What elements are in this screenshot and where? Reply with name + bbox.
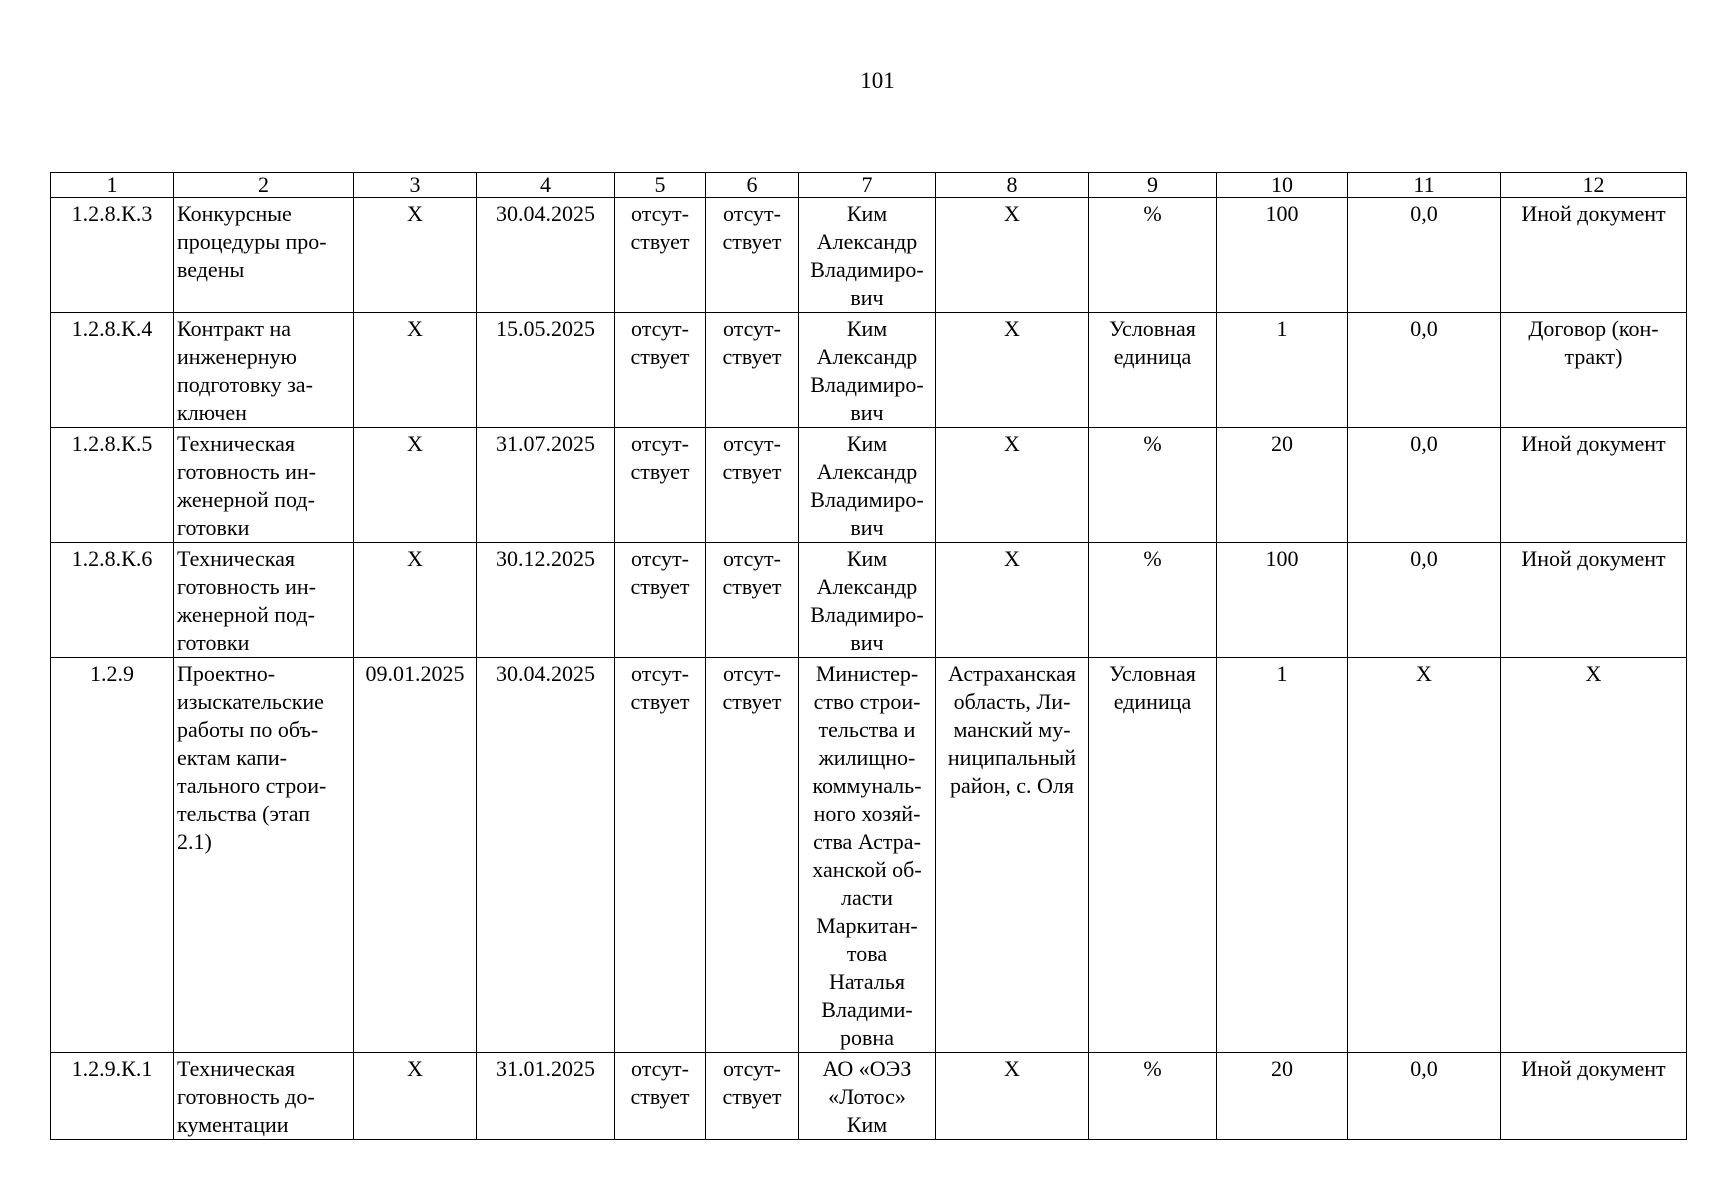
row-end-date-text: 30.04.2025 (496, 661, 595, 686)
row-col5 (615, 1053, 706, 1140)
row-number (51, 658, 174, 1053)
row-end-date (477, 198, 615, 313)
row-value-text: 1 (1276, 316, 1288, 341)
row-amount-text: 0,0 (1410, 431, 1438, 456)
row-unit-text: % (1143, 201, 1162, 226)
row-document-text: Иной документ (1521, 1056, 1666, 1081)
row-amount (1348, 428, 1501, 543)
row-value-text: 1 (1276, 661, 1288, 686)
row-document-text: X (1585, 661, 1602, 686)
row-document (1501, 1053, 1687, 1140)
row-number-text: 1.2.9.К.1 (71, 1056, 153, 1081)
row-name-text: Техническая готовность до- кументации (177, 1056, 315, 1137)
row-amount-text: X (1416, 661, 1432, 686)
row-start-date-text: X (407, 316, 423, 341)
row-value (1217, 543, 1348, 658)
row-end-date-text: 31.01.2025 (496, 1056, 595, 1081)
column-header: 10 (1217, 173, 1348, 198)
row-location (936, 428, 1089, 543)
row-responsible-text: АО «ОЭЗ «Лотос» Ким (822, 1056, 912, 1137)
row-start-date-text: X (407, 546, 423, 571)
column-header: 3 (354, 173, 477, 198)
table-row (51, 658, 1687, 1053)
row-number-text: 1.2.8.К.5 (71, 431, 153, 456)
column-header: 7 (799, 173, 936, 198)
row-col5 (615, 428, 706, 543)
row-col6-text: отсут- ствует (722, 316, 782, 369)
column-header: 1 (51, 173, 174, 198)
row-unit (1089, 1053, 1217, 1140)
row-value-text: 100 (1265, 201, 1299, 226)
row-value-text: 20 (1271, 431, 1293, 456)
row-responsible-text: Ким Александр Владимиро- вич (810, 201, 924, 310)
row-name-text: Техническая готовность ин- женерной под- готовки (177, 546, 317, 655)
row-number-text: 1.2.8.К.4 (71, 316, 153, 341)
row-location-text: X (1004, 316, 1020, 341)
row-location-text: X (1004, 546, 1020, 571)
page-number: 101 (860, 68, 895, 93)
row-start-date-text: 09.01.2025 (365, 661, 465, 686)
table-row (51, 1053, 1687, 1140)
row-amount (1348, 658, 1501, 1053)
column-header: 11 (1348, 173, 1501, 198)
row-location (936, 1053, 1089, 1140)
row-unit-text: Условная единица (1109, 316, 1196, 369)
row-location (936, 313, 1089, 428)
row-end-date-text: 15.05.2025 (496, 316, 595, 341)
row-number (51, 313, 174, 428)
row-location-text: X (1004, 201, 1020, 226)
column-header: 4 (477, 173, 615, 198)
row-col5-text: отсут- ствует (630, 431, 690, 484)
row-amount (1348, 543, 1501, 658)
row-document (1501, 198, 1687, 313)
row-start-date-text: X (407, 1056, 423, 1081)
row-name-text: Конкурсные процедуры про- ведены (177, 201, 327, 282)
row-col5-text: отсут- ствует (630, 661, 690, 714)
row-col6-text: отсут- ствует (722, 431, 782, 484)
row-amount (1348, 198, 1501, 313)
row-name (174, 313, 354, 428)
row-col6-text: отсут- ствует (722, 201, 782, 254)
row-value-text: 20 (1271, 1056, 1293, 1081)
row-value (1217, 313, 1348, 428)
row-end-date (477, 428, 615, 543)
row-unit-text: % (1143, 546, 1162, 571)
row-amount-text: 0,0 (1410, 546, 1438, 571)
row-value (1217, 198, 1348, 313)
row-col5-text: отсут- ствует (630, 546, 690, 599)
row-unit (1089, 658, 1217, 1053)
row-col5 (615, 313, 706, 428)
plan-table (50, 172, 1687, 1140)
column-header: 5 (615, 173, 706, 198)
header-row (51, 173, 1687, 198)
row-document (1501, 658, 1687, 1053)
row-location-text: X (1004, 431, 1020, 456)
table-row (51, 198, 1687, 313)
row-name (174, 428, 354, 543)
table-row (51, 543, 1687, 658)
row-number (51, 543, 174, 658)
row-col6 (706, 313, 799, 428)
row-document (1501, 428, 1687, 543)
row-document-text: Иной документ (1521, 546, 1666, 571)
row-end-date (477, 1053, 615, 1140)
row-number-text: 1.2.8.К.6 (71, 546, 153, 571)
row-start-date (354, 198, 477, 313)
row-end-date (477, 658, 615, 1053)
row-end-date-text: 30.04.2025 (496, 201, 595, 226)
row-name-text: Проектно- изыскательские работы по объ- ектам капи- тального строи- тельства (этап 2.1) (177, 661, 327, 854)
row-value (1217, 428, 1348, 543)
row-unit (1089, 543, 1217, 658)
table-row (51, 313, 1687, 428)
row-start-date (354, 313, 477, 428)
row-amount-text: 0,0 (1410, 1056, 1438, 1081)
row-responsible-text: Министер- ство строи- тельства и жилищно- коммуналь- ного хозяй- ства Астра- ханской об- ласти Маркитан- това Наталья Владими- ровна (812, 661, 922, 1050)
row-start-date (354, 543, 477, 658)
row-document (1501, 313, 1687, 428)
row-amount-text: 0,0 (1410, 201, 1438, 226)
row-end-date (477, 313, 615, 428)
row-amount (1348, 1053, 1501, 1140)
row-col6 (706, 543, 799, 658)
row-col5 (615, 658, 706, 1053)
row-value-text: 100 (1265, 546, 1299, 571)
row-number (51, 198, 174, 313)
row-col5-text: отсут- ствует (630, 1056, 690, 1109)
row-unit (1089, 428, 1217, 543)
column-header: 8 (936, 173, 1089, 198)
column-header: 9 (1089, 173, 1217, 198)
row-number-text: 1.2.9 (90, 661, 134, 686)
row-start-date (354, 1053, 477, 1140)
row-unit-text: Условная единица (1109, 661, 1196, 714)
row-col5 (615, 543, 706, 658)
row-document-text: Иной документ (1521, 431, 1666, 456)
column-header: 12 (1501, 173, 1687, 198)
row-col6-text: отсут- ствует (722, 1056, 782, 1109)
row-location-text: X (1004, 1056, 1020, 1081)
row-responsible (799, 1053, 936, 1140)
row-amount (1348, 313, 1501, 428)
table-row (51, 428, 1687, 543)
row-document-text: Иной документ (1521, 201, 1666, 226)
row-name (174, 198, 354, 313)
row-responsible (799, 658, 936, 1053)
row-end-date-text: 30.12.2025 (496, 546, 595, 571)
row-col6 (706, 658, 799, 1053)
row-document-text: Договор (кон- тракт) (1528, 316, 1659, 369)
row-col5-text: отсут- ствует (630, 316, 690, 369)
column-header: 2 (174, 173, 354, 198)
row-number (51, 1053, 174, 1140)
row-col6 (706, 428, 799, 543)
row-name (174, 1053, 354, 1140)
row-responsible-text: Ким Александр Владимиро- вич (810, 316, 924, 425)
column-header: 6 (706, 173, 799, 198)
row-col5 (615, 198, 706, 313)
row-responsible (799, 313, 936, 428)
row-number (51, 428, 174, 543)
row-responsible-text: Ким Александр Владимиро- вич (810, 546, 924, 655)
row-name (174, 658, 354, 1053)
row-location (936, 658, 1089, 1053)
row-unit (1089, 198, 1217, 313)
row-unit (1089, 313, 1217, 428)
row-name-text: Контракт на инженерную подготовку за- ключен (177, 316, 313, 425)
row-responsible (799, 543, 936, 658)
row-name-text: Техническая готовность ин- женерной под- готовки (177, 431, 317, 540)
row-start-date (354, 658, 477, 1053)
row-end-date-text: 31.07.2025 (496, 431, 595, 456)
row-amount-text: 0,0 (1410, 316, 1438, 341)
row-responsible-text: Ким Александр Владимиро- вич (810, 431, 924, 540)
row-unit-text: % (1143, 1056, 1162, 1081)
row-start-date (354, 428, 477, 543)
row-col6-text: отсут- ствует (722, 661, 782, 714)
row-name (174, 543, 354, 658)
row-end-date (477, 543, 615, 658)
row-col6-text: отсут- ствует (722, 546, 782, 599)
row-col6 (706, 198, 799, 313)
row-location (936, 543, 1089, 658)
row-start-date-text: X (407, 431, 423, 456)
row-number-text: 1.2.8.К.3 (71, 201, 153, 226)
row-responsible (799, 428, 936, 543)
row-value (1217, 658, 1348, 1053)
row-document (1501, 543, 1687, 658)
row-value (1217, 1053, 1348, 1140)
row-location (936, 198, 1089, 313)
row-col6 (706, 1053, 799, 1140)
row-responsible (799, 198, 936, 313)
row-location-text: Астраханская область, Ли- манский му- ниципальный район, с. Оля (947, 661, 1077, 798)
row-col5-text: отсут- ствует (630, 201, 690, 254)
row-start-date-text: X (407, 201, 423, 226)
row-unit-text: % (1143, 431, 1162, 456)
